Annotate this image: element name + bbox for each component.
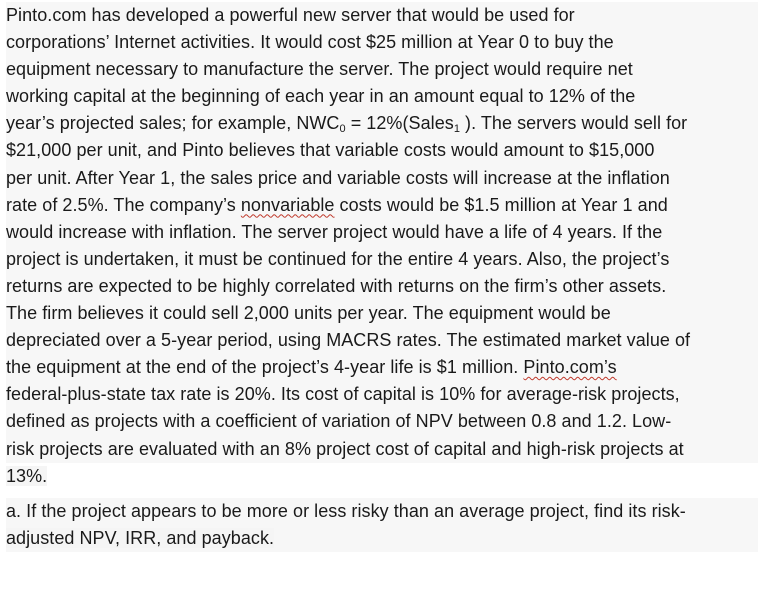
text-span: year’s projected sales; for example, NWC [6, 113, 340, 134]
spellcheck-word: nonvariable [240, 194, 335, 215]
text-line [6, 463, 758, 490]
text-span: 13%. [6, 465, 48, 486]
text-span: costs would be $1.5 million at Year 1 and [334, 194, 668, 215]
spellcheck-word: Pinto.com’s [523, 357, 617, 378]
text-span: a. If the project appears to be more or less risky than an average project, find its risk- [6, 500, 686, 521]
text-line [6, 219, 758, 246]
text-line [6, 525, 758, 552]
text-line [6, 83, 758, 110]
text-span: project is undertaken, it must be continued for the entire 4 years. Also, the project’s [6, 248, 670, 269]
text-line [6, 273, 758, 300]
text-line [6, 165, 758, 192]
text-span: the equipment at the end of the project’s 4-year life is $1 million. [6, 357, 524, 378]
text-line [6, 327, 758, 354]
text-line [6, 137, 758, 164]
text-span: risk projects are evaluated with an 8% project cost of capital and high-risk projects at [6, 438, 684, 459]
text-span: would increase with inflation. The server project would have a life of 4 years. If the [6, 221, 663, 242]
text-line [6, 2, 758, 29]
subscript: 0 [339, 123, 346, 136]
text-span: rate of 2.5%. The company’s [6, 194, 241, 215]
text-span: corporations’ Internet activities. It would cost $25 million at Year 0 to buy the [6, 32, 614, 53]
text-span: per unit. After Year 1, the sales price and variable costs will increase at the inflation [6, 167, 670, 188]
text-line [6, 381, 758, 408]
text-span: depreciated over a 5-year period, using MACRS rates. The estimated market value of [6, 330, 691, 351]
text-line [6, 246, 758, 273]
subscript: 1 [453, 123, 460, 136]
text-line [6, 408, 758, 435]
question-a-paragraph [6, 498, 758, 552]
text-span: = 12%(Sales [345, 113, 454, 134]
text-span: ). The servers would sell for [459, 113, 688, 134]
text-line [6, 110, 758, 137]
text-span: federal-plus-state tax rate is 20%. Its cost of capital is 10% for average-risk projects, [6, 384, 680, 405]
text-line [6, 354, 758, 381]
text-line [6, 56, 758, 83]
paragraph-gap [6, 490, 758, 498]
text-span: $21,000 per unit, and Pinto believes that variable costs would amount to $15,000 [6, 140, 655, 161]
text-span: defined as projects with a coefficient of variation of NPV between 0.8 and 1.2. Low- [6, 411, 672, 432]
problem-paragraph [6, 2, 758, 490]
text-line [6, 300, 758, 327]
text-span: equipment necessary to manufacture the server. The project would require net [6, 59, 633, 80]
text-span: Pinto.com has developed a powerful new server that would be used for [6, 5, 575, 25]
text-span: working capital at the beginning of each year in an amount equal to 12% of the [6, 86, 636, 107]
text-span: adjusted NPV, IRR, and payback. [6, 527, 275, 548]
text-line [6, 192, 758, 219]
text-line [6, 498, 758, 525]
text-line [6, 436, 758, 463]
text-line [6, 29, 758, 56]
text-span: The firm believes it could sell 2,000 units per year. The equipment would be [6, 303, 611, 324]
text-span: returns are expected to be highly correlated with returns on the firm’s other assets. [6, 275, 667, 296]
